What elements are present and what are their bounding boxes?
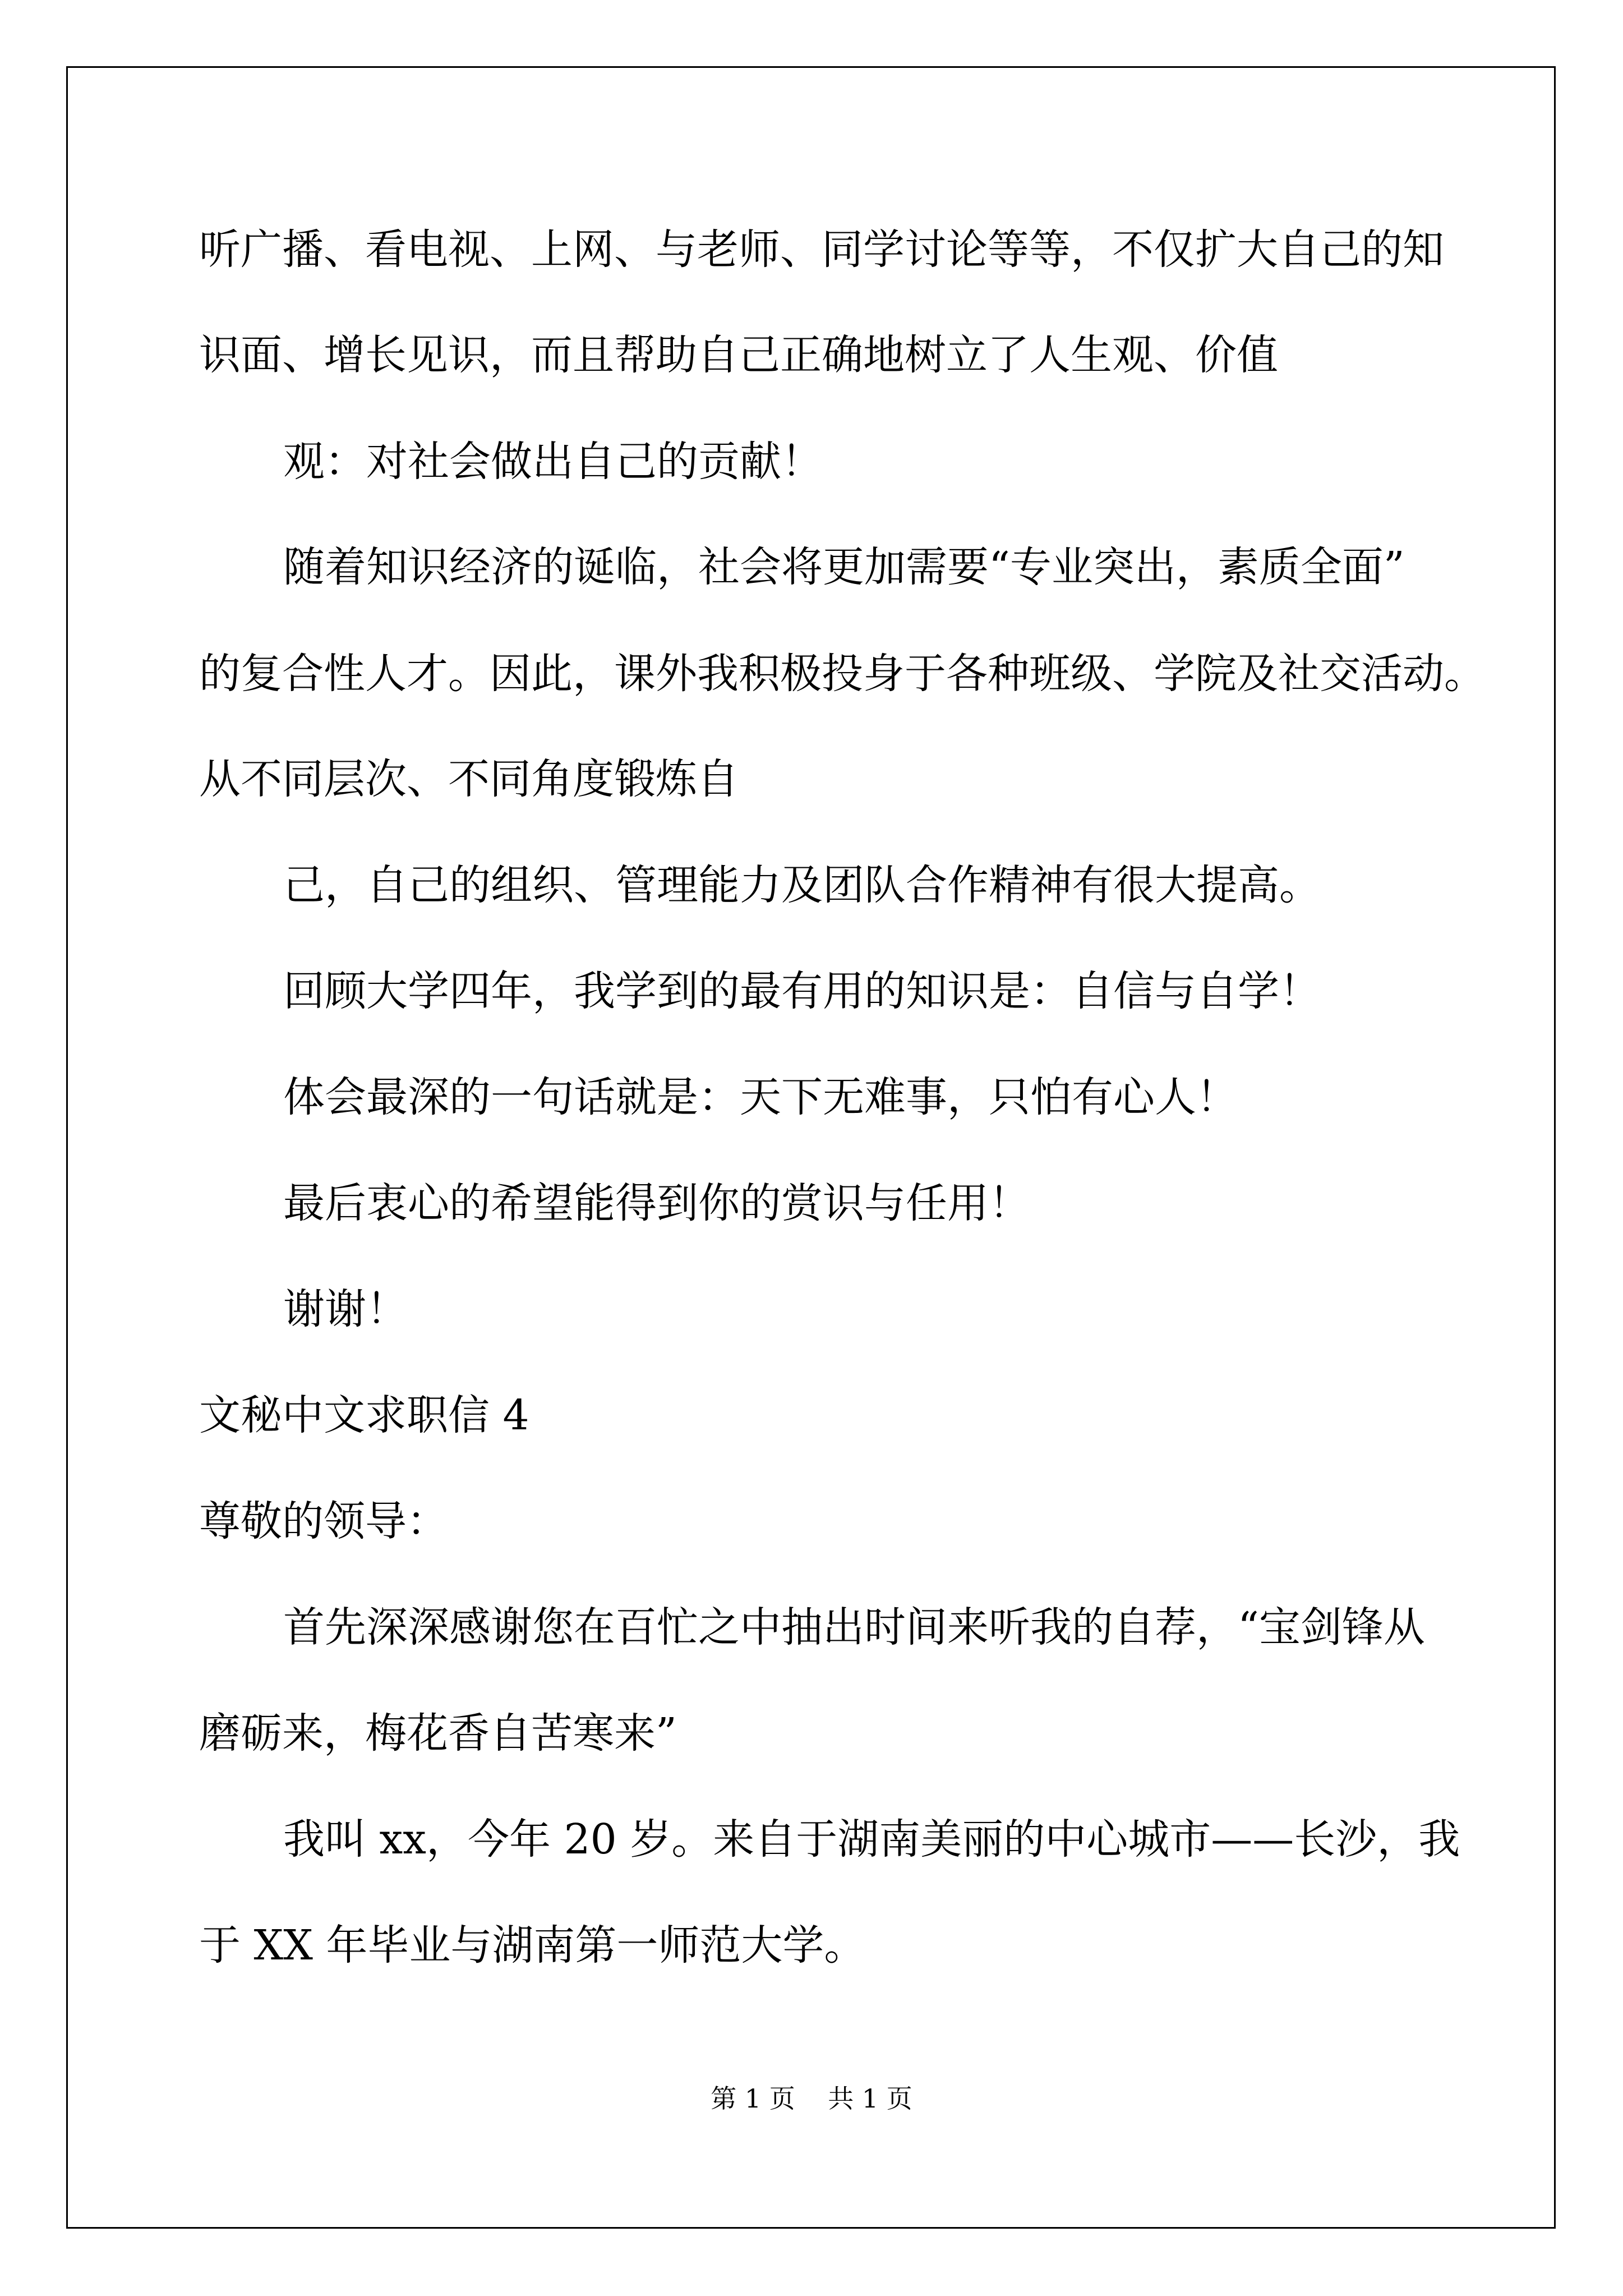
body-line-14: 我叫 xx，今年 20 岁。来自于湖南美丽的中心城市——长沙，我 bbox=[283, 1815, 1460, 1864]
salutation: 尊敬的领导： bbox=[199, 1497, 448, 1545]
body-line-6: 从不同层次、不同角度锻炼自 bbox=[199, 755, 739, 803]
section-heading: 文秘中文求职信 4 bbox=[199, 1391, 529, 1439]
body-line-15: 于 XX 年毕业与湖南第一师范大学。 bbox=[199, 1921, 866, 1970]
body-line-2: 识面、增长见识，而且帮助自己正确地树立了人生观、价值 bbox=[199, 331, 1278, 379]
body-line-12: 首先深深感谢您在百忙之中抽出时间来听我的自荐，“宝剑锋从 bbox=[283, 1603, 1425, 1651]
page-border bbox=[66, 66, 1556, 2229]
body-line-1: 听广播、看电视、上网、与老师、同学讨论等等，不仅扩大自己的知 bbox=[199, 226, 1444, 274]
body-line-11: 谢谢！ bbox=[283, 1285, 408, 1333]
body-line-7: 己，自己的组织、管理能力及团队合作精神有很大提高。 bbox=[283, 861, 1321, 909]
body-line-13: 磨砺来，梅花香自苦寒来” bbox=[199, 1709, 677, 1757]
body-line-5: 的复合性人才。因此，课外我积极投身于各种班级、学院及社交活动。 bbox=[199, 650, 1486, 698]
body-line-4: 随着知识经济的诞临，社会将更加需要“专业突出，素质全面” bbox=[283, 543, 1405, 591]
body-line-10: 最后衷心的希望能得到你的赏识与任用！ bbox=[283, 1179, 1030, 1227]
body-line-3: 观：对社会做出自己的贡献！ bbox=[283, 438, 823, 486]
body-line-9: 体会最深的一句话就是：天下无难事，只怕有心人！ bbox=[283, 1073, 1238, 1121]
page-number-footer: 第 1 页 共 1 页 bbox=[711, 2083, 912, 2114]
body-line-8: 回顾大学四年，我学到的最有用的知识是：自信与自学！ bbox=[283, 967, 1321, 1015]
